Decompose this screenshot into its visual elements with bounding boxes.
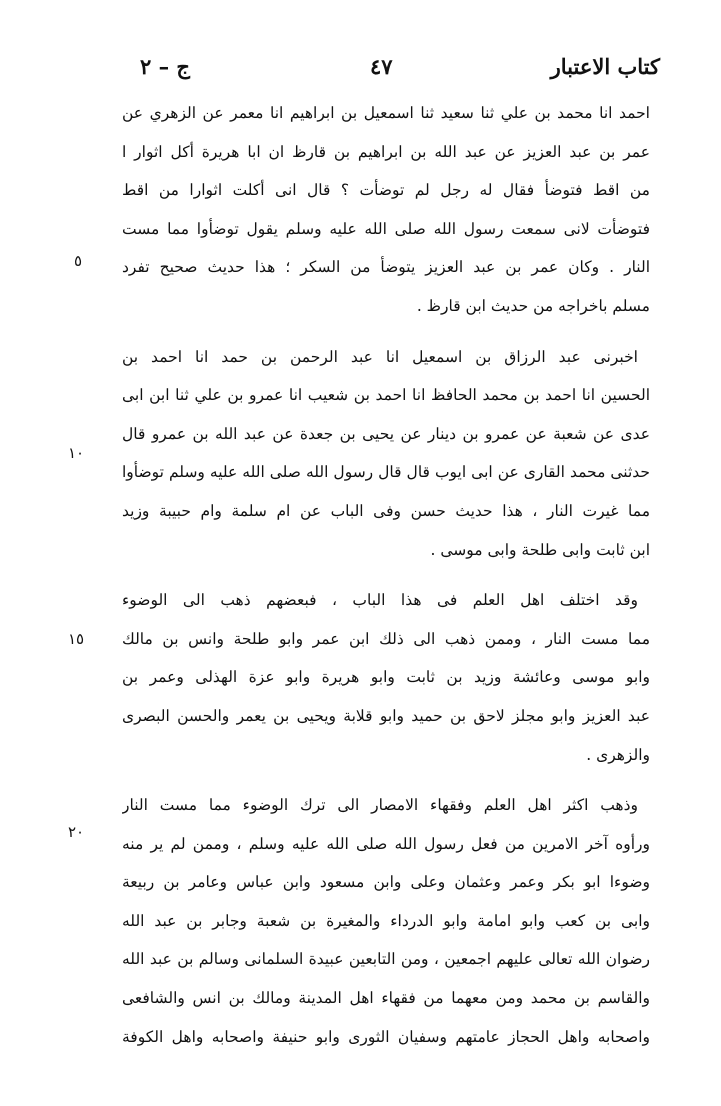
book-title: كتاب الاعتبار [550,54,660,79]
text-line: الحسين انا احمد بن محمد الحافظ انا احمد بن شعيب انا عمرو بن علي ثنا ابن ابى [122,386,650,405]
line-marker: ٢٠ [68,823,85,841]
page-number: ٤٧ [370,54,393,79]
text-line: عبد العزيز وابو مجلز لاحق بن حميد وابو قلابة ويحيى بن يعمر والحسن البصرى [122,706,650,725]
paragraph-1 [122,94,650,326]
text-line: ورأوه آخر الامرين من فعل رسول الله صلى الله عليه وسلم ، وممن لم ير منه [122,834,650,853]
text-line: مسلم باخراجه من حديث ابن قارظ . [416,296,650,315]
text-line: مما مست النار ، وممن ذهب الى ذلك ابن عمر وابو طلحة وانس بن مالك [122,629,650,648]
text-line: احمد انا محمد بن علي ثنا سعيد ثنا اسمعيل بن ابراهيم انا معمر عن الزهري عن [122,104,650,122]
text-line: عدى عن شعبة عن عمرو بن دينار عن يحيى بن جعدة عن عبد الله بن عمرو قال [122,424,650,443]
text-line: وقد اختلف اهل العلم فى هذا الباب ، فبعضهم ذهب الى الوضوء [122,591,638,610]
text-line: وابى بن كعب وابو امامة وابو الدرداء والمغيرة بن شعبة وجابر بن عبد الله [122,911,650,930]
text-line: واصحابه واهل الحجاز عامتهم وسفيان الثورى وابو حنيفة واصحابه واهل الكوفة [122,1027,650,1046]
text-line: عمر بن عبد العزيز عن عبد الله بن ابراهيم بن قارظ ان ابا هريرة أكل اثوار ا [122,142,650,161]
paragraph-3 [122,581,650,774]
paragraph-4 [122,786,650,1056]
text-line: اخبرنى عبد الرزاق بن اسمعيل انا عبد الرحمن بن حمد انا احمد بن [122,347,638,366]
page-header [140,54,660,94]
text-line: وذهب اكثر اهل العلم وفقهاء الامصار الى ترك الوضوء مما مست النار [122,796,638,815]
text-line: مما غيرت النار ، هذا حديث حسن وفى الباب عن ام سلمة وام حبيبة وزيد [122,501,650,520]
line-marker: ١٥ [68,630,85,648]
text-line: النار . وكان عمر بن عبد العزيز يتوضأ من السكر ؛ هذا حديث صحيح تفرد [122,258,650,277]
line-marker: ٥ [74,252,83,270]
text-line: من اقط فتوضأ فقال له رجل لم توضأت ؟ قال انى أكلت اثوارا من اقط [122,181,650,200]
text-line: وضوءا ابو بكر وعمر وعثمان وعلى وابن مسعود وابن عباس وعامر بن ربيعة [122,873,650,892]
text-line: حدثنى محمد القارى عن ابى ايوب قال قال رسول الله صلى الله عليه وسلم توضأوا [122,463,650,482]
paragraph-2 [122,338,650,570]
line-marker: ١٠ [68,444,85,462]
text-line: وابو موسى وعائشة وزيد بن ثابت وابو هريرة وابو عزة الهذلى وعمر بن [122,668,650,687]
text-line: رضوان الله تعالى عليهم اجمعين ، ومن التابعين عبيدة السلمانى وسالم بن عبد الله [122,950,650,969]
text-line: فتوضأت لانى سمعت رسول الله صلى الله عليه وسلم يقول توضأوا مما مست [122,219,650,238]
volume-label: ج – ٢ [140,54,190,79]
text-line: والزهرى . [586,745,650,764]
body-text [122,94,650,1056]
text-line: ابن ثابت وابى طلحة وابى موسى . [430,540,650,559]
text-line: والقاسم بن محمد ومن معهما من فقهاء اهل المدينة ومالك بن انس والشافعى [122,989,650,1008]
